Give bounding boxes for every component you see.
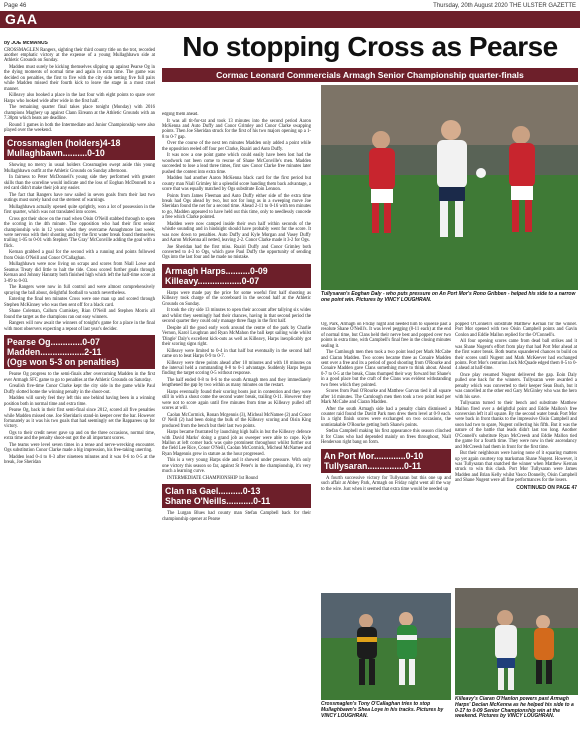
page-folio bbox=[4, 2, 576, 11]
continued-note: CONTINUED ON PAGE 47 bbox=[516, 484, 577, 491]
scoreline-clan bbox=[162, 484, 311, 508]
score-line: Madden..................2-11 bbox=[7, 347, 102, 358]
paragraph: Round 1 games in both the Intermediate and Junior Championship were also played over the weekend. bbox=[4, 122, 155, 134]
paragraph: It took the city side 13 minutes to open their account after tallying six wides and whilst they seemingly had their chances, having in that second period the second quarter they could only manage three flags in the first half. bbox=[162, 308, 311, 325]
paragraph: Madden must surely be kicking themselves slipping up against Pearse Og in the dying moments of normal time and again in extra time. The game was decided on penalties, the first to five with the city side netting five full pairs while Madden missed their fourth kick to leave the stage in a most cruel manner. bbox=[4, 65, 155, 92]
scoreline-cross bbox=[4, 136, 155, 160]
crossmaglen-photo-caption: Crossmaglen's Tony O'Callaghan tries to stop Mullaghbawn's Shea Loye in his tracks. Pictures by VINCY LOUGHRAN. bbox=[321, 701, 444, 719]
paragraph: Shane Coleman, Callum Cumiskey, Rian O'Neill and Stephen Morris all found the target as the champions ran out easy winners. bbox=[4, 309, 155, 320]
paragraph: The remaining quarter final takes place tonight (Monday) with 2016 champions Maghery up against Clann Eireann at the Athletic Grounds with an 7.30pm which beats are deadline. bbox=[4, 105, 155, 122]
score-line: Clan na Gael..........0-13 bbox=[165, 486, 261, 497]
paragraph: The Camlough men then took a two point lead per Mark McCabe and Ciaran Madden. Two scores became three as Conaire Madden sent over a free and its a period of good shooting from O'Rourke and Conaire Madden gave Clans something more to think about. Ahead 0-7 to 0-5 at the break, Clans thumped their way forward but Shane's in a good place but the craft of the Clans was evident withstanding two frees which they pointed. bbox=[321, 350, 451, 388]
scoreline-anport bbox=[321, 449, 451, 473]
paragraph: Mullaghbawn actually opened quite sprightly, won a lot of possession in the first quarter, which was not translated into scores. bbox=[4, 204, 155, 216]
paragraph: popped O'Connell's substitute Matthew Kernan for the winner. Port Mor opened with two Oisin Campbell points and Gavin Conlon and Eddie Mallon replied for the O'Connell's. bbox=[455, 322, 577, 338]
main-match-photo bbox=[321, 85, 578, 290]
paragraph: Scores from Paul O'Rourke and Matthew Garvan tied it all square after 14 minutes. The Camlough men then took a two point lead per Mark McCabe and Ciaran Madden. bbox=[321, 389, 451, 406]
paragraph: Tullysaran turned to their bench and substitute Matthew Mallon fired over a delightful point and Eddie Mallon's free conversion left it all square. By the second water break Port Mor were back in front thanks to the impressive Oisin Campbell and soon had two to spare, Nugent collecting his fifth. But it was the nature of the battle that leads didn't last too long. Another O'Connell's substitute Ryan McCreesh and Eddie Mallon tied the game for a fourth time. They were now in their ascendancy and McCreesh had them in front for the first time. bbox=[455, 401, 577, 450]
page-number: Page 46 bbox=[4, 3, 27, 9]
paragraph: This is a very young Harps side and it showed under pressure. With only one victory this season so far, against St Peter's in the championship, it's very much a learning curve. bbox=[162, 458, 311, 475]
section-header bbox=[0, 11, 580, 28]
article-column-1 bbox=[4, 41, 155, 731]
score-line: Armagh Harps..........0-09 bbox=[165, 265, 268, 276]
score-line: Shane O'Neills...........0-11 bbox=[165, 496, 271, 507]
paragraph: Stefan Campbell making his first appearance this season clinched it for Clans who had depended mainly on frees throughout, Niall Henderson right bang on form. bbox=[321, 429, 451, 446]
paragraph: Cross got their show on the road when Oisin O'Neill stabbed through to open the scoring in the 4th minute. The opposition who had their first senior championship win in 12 years when they overcame Annaghmore last week, were nervous with their shooting and by the first water break found themselves trailing 1-05 to 0-01 with Stephen 'The Gray' McConville adding the goal with a flick. bbox=[4, 216, 155, 249]
article-column-3 bbox=[321, 322, 451, 564]
paragraph: Showing no mercy in usual holders Crossmaglen swept aside this young Mullaghbawn outfit at the Athletic Grounds on Sunday afternoon. bbox=[4, 163, 155, 174]
score-line: (Ogs won 5-3 on penalties) bbox=[7, 357, 119, 368]
scoreline-harps bbox=[162, 264, 311, 288]
paragraph: Points from James Fleeman and Auto Duffy either side of the extra time break had Ogs ahead by two, but not for long as in a sweeping move Joe Sheridan found the net for a second time. Ahead 2-11 to 0-16 with ten minutes to go, Madden appeared to have held out this time, only to needlessly concede a free which Clarke pointed. bbox=[162, 193, 311, 221]
paragraph: edging them ahead. bbox=[162, 112, 199, 117]
paragraph: The Lurgan Blues had county man Stefan Campbell back for their championship opener at Pearse bbox=[162, 511, 311, 522]
article-column-4 bbox=[455, 322, 577, 542]
paragraph: Mullaghbawn were now living on scraps and scores from Niall Lowe and Seamus Treaty did little to halt the tide. Cross scored further goals through Kernan and Johnny Hanratty both finished high which left the half-time score at 3-09 to 0-03. bbox=[4, 262, 155, 284]
paragraph: Harps eventually found their scoring boots just in contention and they were still in with a shout come the second water break, trailing 0-11. However they were not to score again until five minutes from time as Killeavy pulled off scores at will. bbox=[162, 389, 311, 412]
paragraph: Ogs to their credit never gave up and on the three occasions, normal time, extra time and the penalty shoot-out got the all important scores. bbox=[4, 430, 155, 442]
football bbox=[476, 168, 486, 178]
paragraph: All four opening scores came from dead ball strikes and it was Shane Nugent's effort from play that had Port Mor ahead at the first water break. Both teams squandered chances to build on their scores until Nugent and Mark McKeever had exchanged points. Port Mor's centurion Jack McQuade edged them 0-5 to 0-4 ahead at half-time. bbox=[455, 339, 577, 372]
paragraph: But their neighbours were having none of it squaring matters up yet again courtesy top marksman Shane Nugent. However, it was Tullysaran that snatched the winner when Matthew Kernan struck to win this clash. Port Mor Tullysaran were James Madden and Brian Kelly whilst Vasco Donnelly, Oisin Campbell and Shane Nugent were all fine performances for the losers. bbox=[455, 451, 577, 484]
stand-background bbox=[455, 588, 578, 628]
headline: No stopping Cross as Pearse bbox=[182, 31, 558, 62]
killeavy-photo-caption: Killeavy's Ciaran O'Hanlon powers past Armagh Harps' Declan McKenna as he helped his side to a 0-17 to 0-09 Senior Championship win at the weekend. Pictures by VINCY LOUGHRAN. bbox=[455, 696, 574, 720]
score-line: An Port Mor.............0-10 bbox=[324, 450, 424, 461]
paragraph: Killeavy were limited to 0-4 in that half but eventually in the second half came on to beat Harps 0-9 to 0-7. bbox=[162, 348, 311, 359]
paragraph: The teams were level seven times in a tense and nerve-wrecking encounter. Ogs substitution Conor Clarke made a big impression, his free-taking unerring. bbox=[4, 442, 155, 454]
score-line: Pearse Og.............0-07 bbox=[7, 337, 100, 348]
paragraph: Despite all the good early work around the centre of the park by Charlie Vernon, Karol Loughran and Ryan McMahon the ball kept sailing wide whilst 'Dingle' Daly's excellent kick-outs as well as Killeavy, Harps inexplicably got their scoring signs right. bbox=[162, 325, 311, 347]
paragraph: Rangers will now await the winners of tonight's game for a place in the final with most observers expecting a repeat of last year's decider. bbox=[4, 321, 155, 332]
paragraph: Madden lead 0-4 to 0-3 after nineteen minutes and it was 0-6 to 0-5 at the break, Joe Sheridan bbox=[4, 454, 155, 466]
paragraph: Madden will surely feel they left this one behind having been in a winning position both in normal time and extra time. bbox=[4, 396, 155, 407]
paragraph: Madden were now camped inside their own half within seconds of the whistle sounding and in hindsight should have probably went for the score. It was now down to penalties. Auto Duffy and Kyle Morgan and Vasey Duffy and Aaron McKenna all netted, leaving 2-2. Conor Clarke made it 3-2 for Ogs. bbox=[162, 221, 311, 244]
paragraph: The Rangers were now in full control and were almost comprehensively spraying the ball about, delightful football to watch nevertheless. bbox=[4, 285, 155, 296]
paragraph: Kernan grabbed a goal for the second with a running and points followed from Oisin O'Neill and Conor O'Callaghan. bbox=[4, 250, 155, 261]
article-column-2 bbox=[162, 112, 311, 732]
paragraph: After the south Armagh side had a penalty claim dismissed a counter raid found the Davitt Park men drew them level at 0-9 each. In a tight finish scores were exchanged on two occasions, the unmistakable O'Rourke getting both Shane's points. bbox=[321, 406, 451, 428]
paragraph: Joe Sheridan had the first miss. Ruairi Duffy and Conor Grimley both converted to 4-3 to Ogs, which gave Paul Duffy the opportunity of sending Ogs into the last four and he made no mistake. bbox=[162, 244, 311, 261]
players-illustration bbox=[321, 85, 578, 290]
byline: by JOE McMANUS bbox=[4, 41, 48, 46]
paragraph: Killeavy were three points ahead after 10 minutes and with 10 minutes on the interval held a commanding 0-8 to 0-1 advantage. Suddenly Harps began finding the target scoring 0-5 without response. bbox=[162, 360, 311, 377]
score-line: Mullaghbawn..........0-10 bbox=[7, 148, 105, 159]
score-line: Tullysaran...............0-11 bbox=[324, 460, 422, 471]
scoreline-pearse bbox=[4, 335, 155, 369]
issue-date: Thursday, 20th August 2020 THE ULSTER GAZETTE bbox=[433, 3, 576, 9]
paragraph: A fourth successive victory for Tullysaran but this one up and such affair at Abbey Park, Armagh on Friday night went all the way to the wire. Just when it seemed that extra time would be needed up bbox=[321, 475, 451, 492]
paragraph: Killeavy also booked a place in the last four with eight points to spare over Harps who looked wide after wide in the first half. bbox=[4, 93, 155, 104]
pitch-grass bbox=[321, 638, 451, 700]
paragraph: Madden had another Aaron McKenna black card for the first period but county man Niall Grimley hit a splendid score handing them back advantage, a score that was equally matched by Ogs substitute Eoin Lennon. bbox=[162, 176, 311, 193]
section-title: GAA bbox=[5, 11, 38, 27]
stand-background bbox=[321, 593, 451, 638]
players-illustration bbox=[455, 588, 578, 695]
strapline bbox=[162, 68, 578, 82]
paragraph: In fairness to Peter McDonnell's young side they performed with greater skills than the scoreline would indicate and the loss of Eoghan McDonnell to a red card didn't make their job any easier. bbox=[4, 175, 155, 192]
paragraph: Grealish five-time Conor Clarke kept the city side in the game while Paul Duffy slotted home the winning penalty in the shoot-out. bbox=[4, 384, 155, 395]
players-illustration bbox=[321, 593, 451, 700]
paragraph: The fact that Rangers have now sailed in seven goals from their last two outings must surely hand out the sternest of warnings. bbox=[4, 192, 155, 204]
crossmaglen-photo bbox=[321, 593, 451, 700]
paragraph: Over the course of the next ten minutes Madden only added a point while the opposition reeled off four per Clarke, Ruairi and Auto Duffy. bbox=[162, 141, 311, 152]
paragraph: Entering the final ten minutes Cross were one man up and scored through Stephen McKinney who was then sent off for a black card. bbox=[4, 297, 155, 308]
paragraph: Pearse Og, back in their first semi-final since 2012, scored all five penalties while Madden missed one. Joe Sheridan's stand-in keeper over the bar. However fortunately as it was his two goals that had seemingly set the Rapparees up for victory. bbox=[4, 408, 155, 430]
paragraph: Harps were made pay the price for some woeful first half shooting as Killeavy took charge of the scoreboard in the second half at the Athletic Grounds on Sunday. bbox=[162, 290, 311, 307]
paragraph: Once play resumed Nugent delivered the gap. Eoin Daly pulled one back for the winners. Tullysaran were awarded a penalty which was converted to their keeper Sean Bush, but it was cancelled at the other end Gary McGinley who was the hero with his save. bbox=[455, 373, 577, 400]
score-line: Killeavy..................0-07 bbox=[165, 275, 260, 286]
strapline-text: Cormac Leonard Commercials Armagh Senior Championship quarter-finals bbox=[216, 70, 524, 80]
paragraph: Pearse Og progress to the semi-finals after overcoming Madden in the first ever Armagh SFC game to go to penalties at the Athletic Grounds on Saturday. bbox=[4, 372, 155, 383]
paragraph: INTERMEDIATE CHAMPIONSHIP 1st Round bbox=[167, 475, 258, 481]
paragraph: Og, Park, Armagh on Friday night and needed him to squeeze past a resolute Shane O'Neill's. It was level pegging (0-11 each) at the end of normal time, but Clans held their nerve best and popped over two points in extra time, with Campbell's final free in the closing minutes sealing it. bbox=[321, 322, 451, 349]
paragraph: It was all tit-for-tat and took 13 minutes into the second period Aaron McKenna and Auto Duffy and Conor Grimley and Conor Clarke swapping points. Then Joe Sheridan struck for the first of his two majors opening up a 1-8 to 0-7 gap. bbox=[162, 118, 311, 140]
paragraph: Caolan McCormick, Ronan Mcgennis (3), Micheal McNamee (2) and Conor O' Neill (2) had been doing the bulk of the Killeavy scoring and Oisin King produced from the bench but their last two points. bbox=[162, 412, 311, 429]
paragraph: It was now a one point game which could easily have been lost had the woodwork not been come to rescue of Shane McConville's men. Madden succeeded to lose a lead three times, first saw Conor Clarke free minutes later pushed the contest into extra time. bbox=[162, 153, 311, 175]
main-photo-caption: Tullysaran's Eoghan Daly - who puts pressure on An Port Mor's Rono Gribben - helped his side to a narrow one point win. Pictures by VINCY LOUGHRAN. bbox=[321, 291, 576, 303]
paragraph: Harps became frustrated by launching high balls in but the Killeavy defence with David Marks' doing a grand job as sweeper were able to cope. Kyle Mallon at left corner back was quite prominent throughout whilst further out the field Lee Rice, Conor O'Neill, Caolan McCormick, Micheal McNamee and Ryan Magennis grew in stature as the hour progressed. bbox=[162, 430, 311, 457]
paragraph: CROSSMAGLEN Rangers, sighting their third county title on the trot, recorded another emphatic victory at the expense of a young Mullaghbawn side at Athletic Grounds on Sunday. bbox=[4, 47, 155, 64]
paragraph: The half ended 0-8 to 0-6 to the south Armagh men and they immediately lengthened the gap by two within as many minutes on the restart. bbox=[162, 377, 311, 389]
score-line: Crossmaglen (holders)4-18 bbox=[7, 138, 121, 149]
killeavy-photo bbox=[455, 588, 578, 695]
